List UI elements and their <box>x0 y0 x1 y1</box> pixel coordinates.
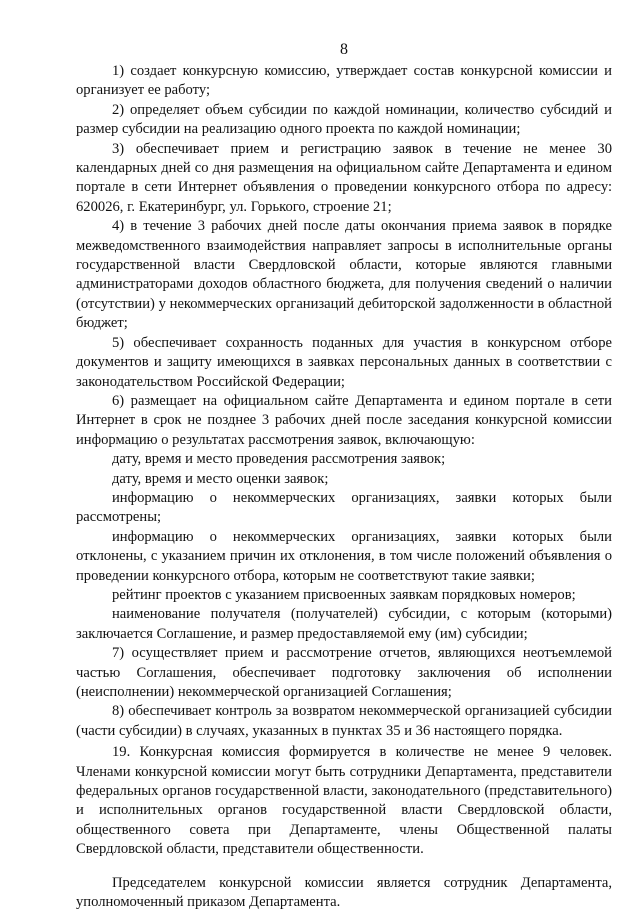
item-4-send-requests: 4) в течение 3 рабочих дней после даты окончания приема заявок в порядке межведомственного взаимодействия направляет запросы в исполнительные органы государственной власти Свердловской области, которые являются главными администраторами доходов областного бюджета, для получения сведений о наличии (отсутствии) у некоммерческих организаций дебиторской задолженности в областной бюджет; <box>76 218 612 332</box>
item-8-return-control: 8) обеспечивает контроль за возвратом некоммерческой организацией субсидии (части субсидии) в случаях, указанных в пунктах 35 и 36 настоящего порядка. <box>76 703 612 739</box>
item-1-create-commission: 1) создает конкурсную комиссию, утверждает состав конкурсной комиссии и организует ее работу; <box>76 63 612 99</box>
subitem-review-date: дату, время и место проведения рассмотрения заявок; <box>112 451 446 468</box>
subitem-recipient-name: наименование получателя (получателей) субсидии, с которым (которыми) заключается Соглашение, и размер предоставляемой ему (им) субсидии; <box>76 606 612 642</box>
item-6-publish-results: 6) размещает на официальном сайте Департамента и едином портале в сети Интернет в срок не позднее 3 рабочих дней после заседания конкурсной комиссии информацию о результатах рассмотрения заявок, включающую: <box>76 392 612 448</box>
subitem-project-rating: рейтинг проектов с указанием присвоенных заявкам порядковых номеров; <box>112 586 576 603</box>
document-page <box>76 40 612 912</box>
item-5-ensure-safety: 5) обеспечивает сохранность поданных для участия в конкурсном отборе документов и защиту имеющихся в заявках персональных данных в соответствии с законодательством Российской Федерации; <box>76 334 612 390</box>
clause-19-commission-composition: 19. Конкурсная комиссия формируется в количестве не менее 9 человек. Членами конкурсной комиссии могут быть сотрудники Департамента, представители федеральных органов государственной власти, законодательного (представительного) и исполнительных органов государственной власти Свердловской области, общественного совета при Департаменте, члены Общественной палаты Свердловской области, представители общественности. <box>76 744 612 858</box>
commission-chairman-paragraph: Председателем конкурсной комиссии является сотрудник Департамента, уполномоченный приказом Департамента. <box>76 874 612 911</box>
item-2-define-subsidy-volume: 2) определяет объем субсидии по каждой номинации, количество субсидий и размер субсидии на реализацию одного проекта по каждой номинации; <box>76 101 612 138</box>
page-number: 8 <box>340 41 348 58</box>
subitem-rejected-organizations: информацию о некоммерческих организациях, заявки которых были отклонены, с указанием причин их отклонения, в том числе положений объявления о проведении конкурсного отбора, которым не соответствуют такие заявки; <box>76 528 612 584</box>
item-3-accept-applications: 3) обеспечивает прием и регистрацию заявок в течение не менее 30 календарных дней со дня размещения на официальном сайте Департамента и едином портале в сети Интернет объявления о проведении конкурсного отбора по адресу: 620026, г. Екатеринбург, ул. Горького, строение 21; <box>76 140 612 215</box>
subitem-reviewed-organizations: информацию о некоммерческих организациях, заявки которых были рассмотрены; <box>76 489 612 526</box>
item-7-reports: 7) осуществляет прием и рассмотрение отчетов, являющихся неотъемлемой частью Соглашения, обеспечивает подготовку заключения об исполнении (неисполнении) некоммерческой организацией Соглашения; <box>76 645 612 700</box>
subitem-evaluation-date: дату, время и место оценки заявок; <box>112 470 329 487</box>
